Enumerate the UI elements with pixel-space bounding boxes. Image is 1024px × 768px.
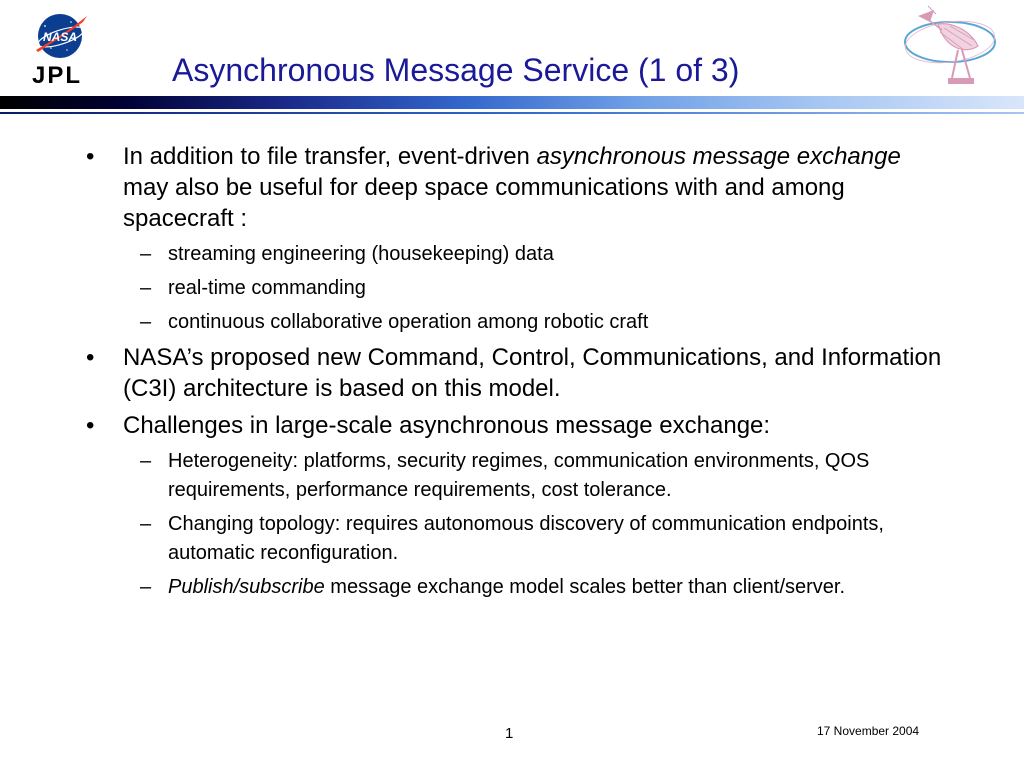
dash-marker: – bbox=[140, 513, 152, 535]
sub-bullet-item bbox=[86, 573, 946, 602]
sub-bullet-item bbox=[86, 274, 946, 302]
dash-marker: – bbox=[140, 243, 152, 265]
nasa-logo-icon bbox=[31, 10, 89, 62]
sub-bullet-item bbox=[86, 447, 946, 504]
footer-date: 17 November 2004 bbox=[817, 724, 920, 738]
sub-bullet-text-emphasis: Publish/subscribe bbox=[168, 576, 325, 598]
jpl-logo-icon bbox=[18, 64, 96, 86]
bullet-text: NASA’s proposed new Command, Control, Communications, and Information (C3I) architecture is based on this model. bbox=[123, 344, 942, 402]
bullet-text: Challenges in large-scale asynchronous message exchange: bbox=[123, 412, 771, 439]
dash-marker: – bbox=[140, 576, 152, 598]
sub-bullet-text: continuous collaborative operation among robotic craft bbox=[168, 311, 649, 333]
sub-bullet-text: streaming engineering (housekeeping) data bbox=[168, 243, 554, 265]
nasa-logo-text: NASA bbox=[42, 30, 78, 44]
page-number: 1 bbox=[505, 725, 514, 742]
sub-bullet-text: Changing topology: requires autonomous discovery of communication endpoints, automatic reconfiguration. bbox=[168, 513, 884, 564]
title-rule bbox=[0, 96, 1024, 109]
bullet-item bbox=[86, 141, 946, 234]
sub-bullet-item bbox=[86, 308, 946, 336]
bullet-text: In addition to file transfer, event-driven bbox=[123, 143, 537, 170]
dash-marker: – bbox=[140, 277, 152, 299]
antenna-logo-icon bbox=[900, 2, 1004, 90]
sub-bullet-item bbox=[86, 240, 946, 268]
title-rule-thin bbox=[0, 112, 1024, 114]
jpl-logo-text: JPL bbox=[31, 64, 83, 86]
sub-bullet-text: real-time commanding bbox=[168, 277, 366, 299]
sub-bullet-text: Heterogeneity: platforms, security regimes, communication environments, QOS requirements, performance requirements, cost tolerance. bbox=[168, 450, 870, 501]
bullet-text: may also be useful for deep space communications with and among spacecraft : bbox=[123, 174, 845, 232]
bullet-marker: • bbox=[86, 412, 95, 439]
sub-bullet-item bbox=[86, 510, 946, 567]
dash-marker: – bbox=[140, 450, 152, 472]
bullet-item bbox=[86, 410, 946, 441]
bullet-marker: • bbox=[86, 344, 95, 371]
page-title: Asynchronous Message Service (1 of 3) bbox=[172, 52, 740, 88]
bullet-marker: • bbox=[86, 143, 95, 170]
bullet-text-emphasis: asynchronous message exchange bbox=[536, 143, 901, 170]
dash-marker: – bbox=[140, 311, 152, 333]
slide-body bbox=[86, 141, 946, 608]
sub-bullet-text: message exchange model scales better than client/server. bbox=[324, 576, 846, 598]
bullet-item bbox=[86, 342, 946, 404]
